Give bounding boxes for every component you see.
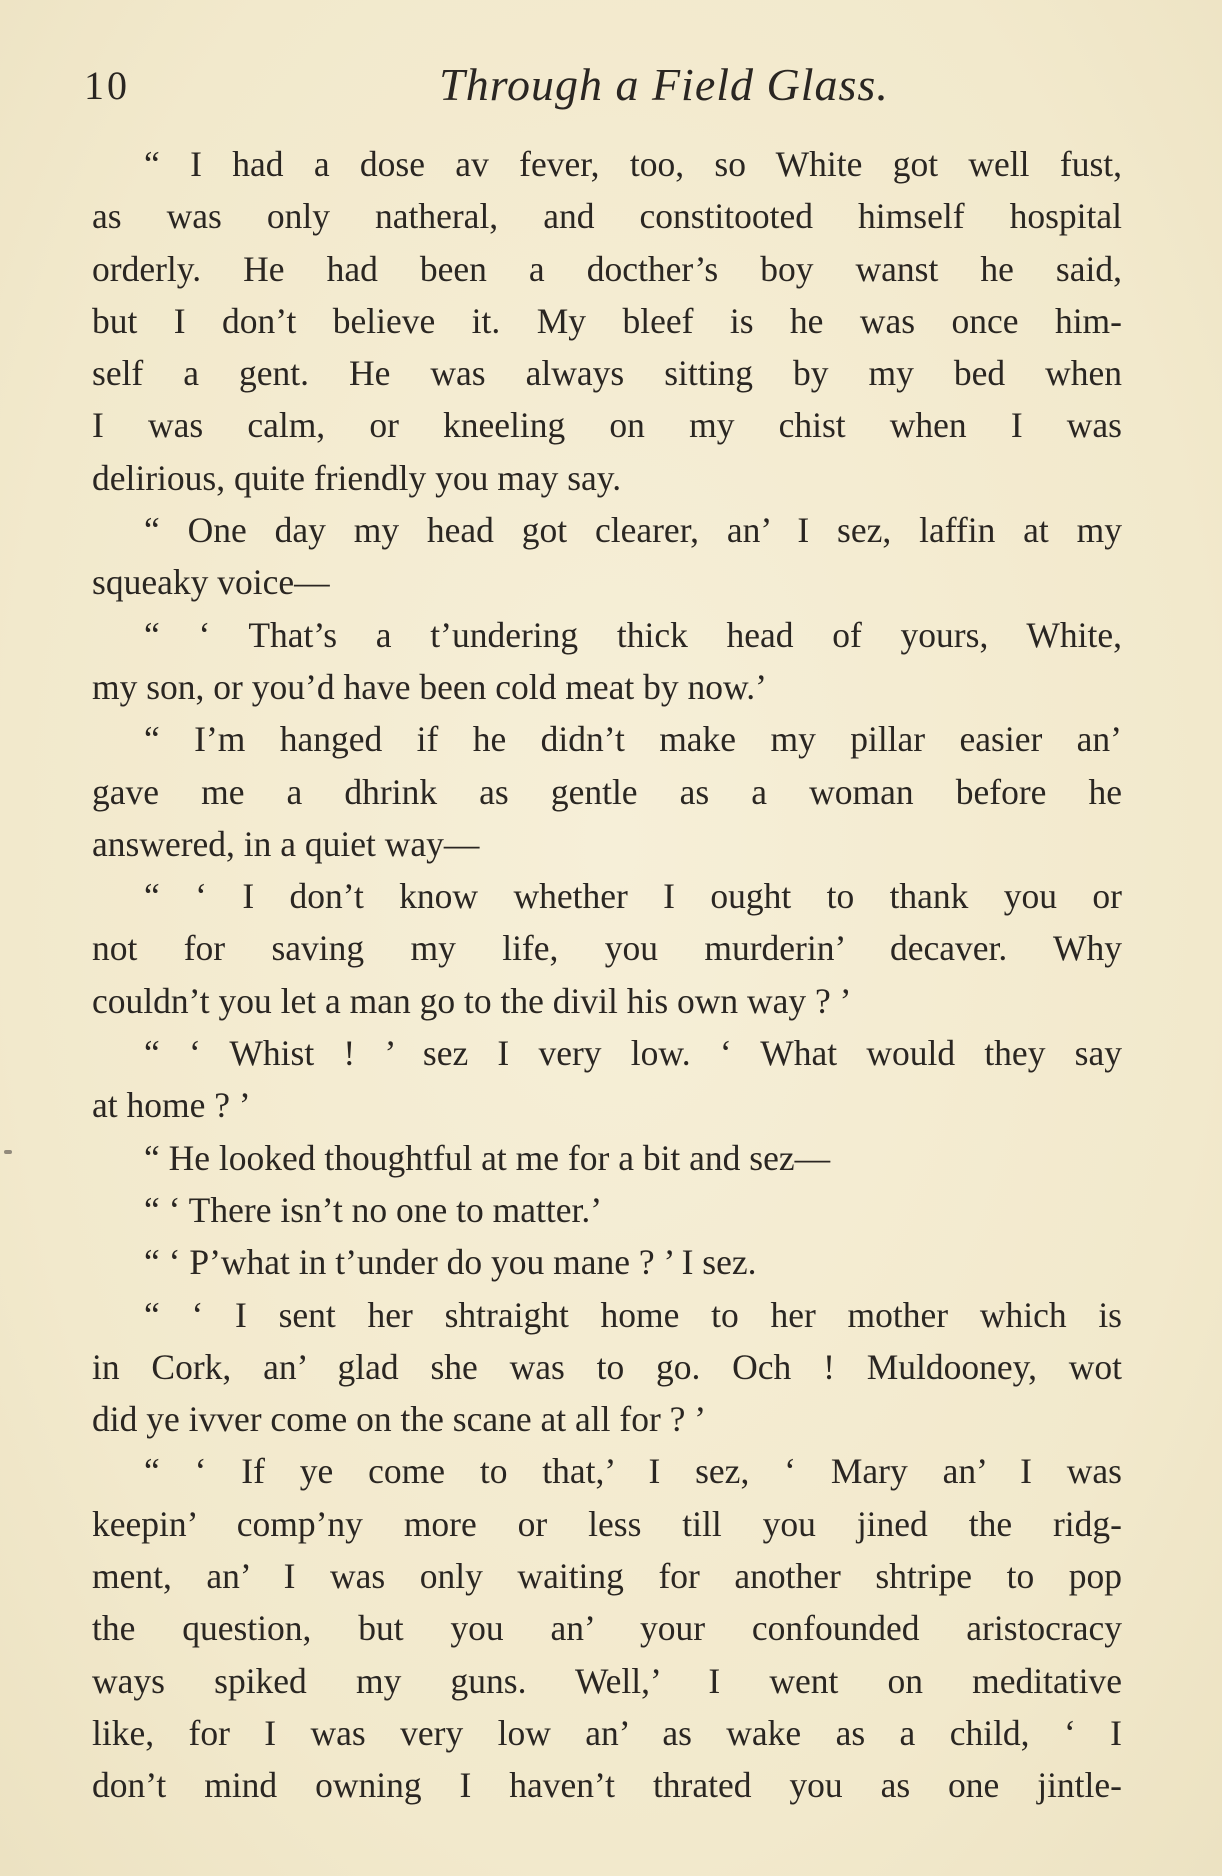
body-text	[92, 138, 1122, 1812]
text-line: couldn’t you let a man go to the divil his own way ? ’	[92, 980, 852, 1021]
text-line: squeaky voice—	[92, 562, 330, 603]
paper-speck	[4, 1150, 12, 1154]
text-line: “ He looked thoughtful at me for a bit and sez—	[144, 1137, 831, 1178]
text-line: delirious, quite friendly you may say.	[92, 457, 622, 498]
text-line: but I don’t believe it. My bleef is he was once him-	[92, 300, 1122, 341]
text-line: I was calm, or kneeling on my chist when I was	[92, 405, 1122, 446]
page-number: 10	[84, 63, 130, 108]
text-line: “ ‘ I sent her shtraight home to her mother which is	[144, 1294, 1122, 1335]
text-line: orderly. He had been a docther’s boy wanst he said,	[92, 248, 1122, 289]
text-line: at home ? ’	[92, 1085, 251, 1126]
text-line: answered, in a quiet way—	[92, 823, 480, 864]
text-line: did ye ivver come on the scane at all for ? ’	[92, 1399, 707, 1440]
text-line: ment, an’ I was only waiting for another shtripe to pop	[92, 1556, 1122, 1597]
text-line: “ I had a dose av fever, too, so White got well fust,	[144, 144, 1122, 184]
text-line: “ ‘ P’what in t’under do you mane ? ’ I sez.	[144, 1242, 757, 1283]
text-line: self a gent. He was always sitting by my bed when	[92, 353, 1122, 394]
text-line: as was only natheral, and constitooted himself hospital	[92, 196, 1122, 237]
page-header	[84, 56, 1124, 116]
text-line: not for saving my life, you murderin’ decaver. Why	[92, 928, 1122, 969]
text-line: “ ‘ If ye come to that,’ I sez, ‘ Mary an’ I was	[144, 1451, 1122, 1492]
text-line: “ ‘ There isn’t no one to matter.’	[144, 1189, 603, 1230]
text-line: gave me a dhrink as gentle as a woman before he	[92, 771, 1122, 812]
text-line: “ ‘ That’s a t’undering thick head of yours, White,	[144, 614, 1122, 655]
text-line: in Cork, an’ glad she was to go. Och ! Muldooney, wot	[92, 1346, 1122, 1387]
text-line: ways spiked my guns. Well,’ I went on meditative	[92, 1660, 1122, 1701]
text-line: my son, or you’d have been cold meat by now.’	[92, 666, 767, 707]
text-line: “ I’m hanged if he didn’t make my pillar easier an’	[144, 719, 1122, 760]
text-line: keepin’ comp’ny more or less till you jined the ridg-	[92, 1503, 1122, 1544]
text-line: like, for I was very low an’ as wake as a child, ‘ I	[92, 1712, 1122, 1753]
text-line: “ ‘ Whist ! ’ sez I very low. ‘ What would they say	[144, 1033, 1122, 1074]
text-line: “ One day my head got clearer, an’ I sez, laffin at my	[144, 510, 1122, 551]
text-line: don’t mind owning I haven’t thrated you as one jintle-	[92, 1765, 1122, 1806]
text-line: the question, but you an’ your confounded aristocracy	[92, 1608, 1122, 1649]
running-title: Through a Field Glass.	[439, 59, 889, 110]
text-line: “ ‘ I don’t know whether I ought to thank you or	[144, 876, 1122, 917]
